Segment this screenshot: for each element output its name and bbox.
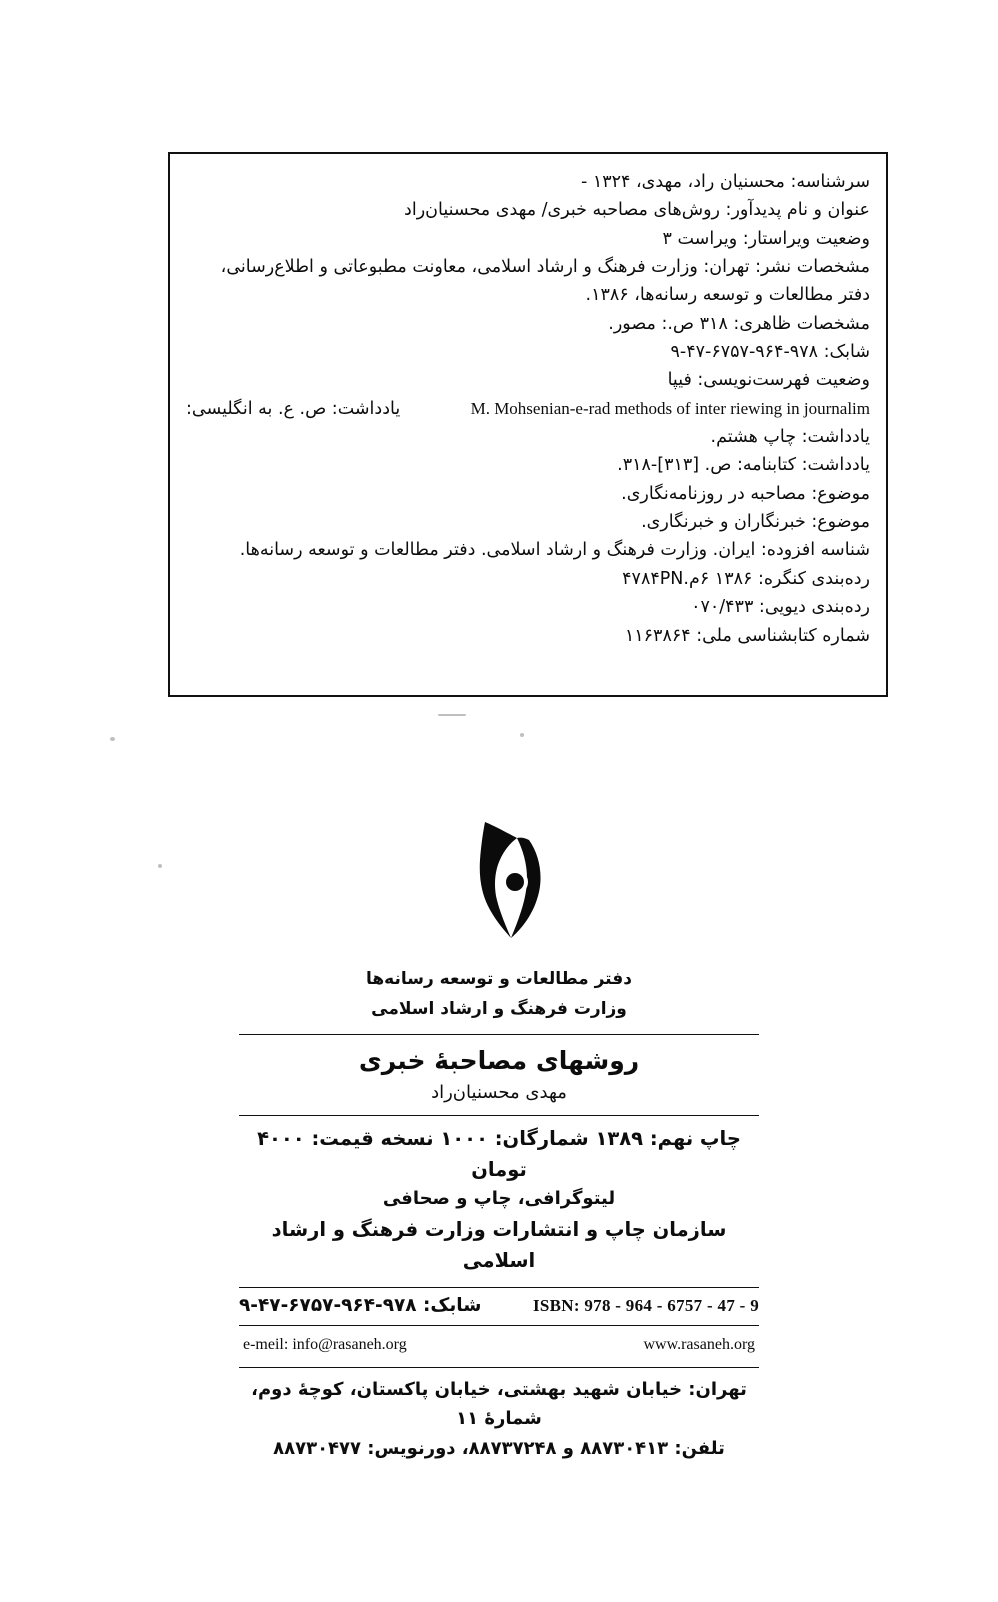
cip-line-english-note-row xyxy=(186,395,870,423)
email-text[interactable]: e-meil: info@rasaneh.org xyxy=(243,1335,407,1353)
website-url[interactable]: www.rasaneh.org xyxy=(643,1335,755,1353)
scan-speckle xyxy=(520,733,524,737)
cip-line-added-entry: شناسه افزوده: ایران. وزارت فرهنگ و ارشاد اسلامی. دفتر مطالعات و توسعه رسانه‌ها. xyxy=(239,540,870,561)
cip-line-physical-description: مشخصات ظاهری: ۳۱۸ ص.: مصور. xyxy=(608,313,870,334)
isbn-latin: ISBN: 978 - 964 - 6757 - 47 - 9 xyxy=(532,1295,759,1315)
cip-line-publication: مشخصات نشر: تهران: وزارت فرهنگ و ارشاد اسلامی، معاونت مطبوعاتی و اطلاع‌رسانی، دفتر مطالعات و توسعه رسانه‌ها، ۱۳۸۶. xyxy=(215,257,870,306)
book-title: روشهای مصاحبۀ خبری xyxy=(358,1045,640,1075)
cip-line-lc-classification: رده‌بندی کنگره: ۱۳۸۶ ۶م.۴۷۸۴PN xyxy=(622,568,870,589)
cip-line-print-note: یادداشت: چاپ هشتم. xyxy=(710,427,870,448)
cip-cataloging-block xyxy=(168,152,888,697)
cip-english-title: M. Mohsenian-e-rad methods of inter riewing in journalim xyxy=(470,398,870,418)
cip-line-isbn: شابک: ۹۷۸-۹۶۴-۶۷۵۷-۴۷-۹ xyxy=(670,342,870,363)
printing-organization: سازمان چاپ و انتشارات وزارت فرهنگ و ارشاد اسلامی xyxy=(271,1218,727,1273)
rasaneh-logo-icon xyxy=(439,820,559,950)
cip-line-headword: سرشناسه: محسنیان راد، مهدی، ۱۳۲۴ - xyxy=(580,172,870,192)
divider-isbn-top xyxy=(239,1287,759,1288)
print-process: لیتوگرافی، چاپ و صحافی xyxy=(382,1188,616,1210)
cip-line-subject-2: موضوع: خبرنگاران و خبرنگاری. xyxy=(641,512,870,533)
scan-speckle xyxy=(158,864,162,868)
cip-line-title-statement: عنوان و نام پدیدآور: روش‌های مصاحبه خبری/ مهدی محسنیان‌راد xyxy=(404,200,870,221)
cip-line-subject-1: موضوع: مصاحبه در روزنامه‌نگاری. xyxy=(621,483,870,504)
divider-address-top xyxy=(239,1367,759,1368)
divider-isbn-bottom xyxy=(239,1325,759,1326)
publisher-ministry-name: وزارت فرهنگ و ارشاد اسلامی xyxy=(371,998,627,1019)
scan-speckle xyxy=(438,714,466,716)
imprint-block xyxy=(239,965,759,1464)
phone-fax: تلفن: ۸۸۷۳۰۴۱۳ و ۸۸۷۳۷۲۴۸، دورنویس: ۸۸۷۳۰۴۷۷ xyxy=(273,1437,725,1459)
publisher-office-name: دفتر مطالعات و توسعه رسانه‌ها xyxy=(366,969,632,989)
isbn-row xyxy=(239,1295,759,1316)
cip-line-dewey-classification: رده‌بندی دیویی: ۰۷۰/۴۳۳ xyxy=(691,597,870,618)
cip-line-cataloging-status: وضعیت فهرست‌نویسی: فیپا xyxy=(667,370,870,391)
divider-middle xyxy=(239,1115,759,1116)
cip-line-edition: وضعیت ویراستار: ویراست ۳ xyxy=(662,228,870,249)
scan-speckle xyxy=(110,737,115,741)
print-run-info: چاپ نهم: ۱۳۸۹ شمارگان: ۱۰۰۰ نسخه قیمت: ۴۰۰۰ تومان xyxy=(257,1127,741,1182)
cip-line-bibliography-note: یادداشت: کتابنامه: ص. [۳۱۳]-۳۱۸. xyxy=(617,455,870,476)
divider-top xyxy=(239,1034,759,1035)
publisher-logo-wrap xyxy=(0,820,998,954)
cip-line-english-note-label: یادداشت: ص. ع. به انگلیسی: xyxy=(186,398,401,419)
isbn-persian: شابک: ۹۷۸-۹۶۴-۶۷۵۷-۴۷-۹ xyxy=(239,1294,482,1316)
cip-line-national-bib-number: شماره کتابشناسی ملی: ۱۱۶۳۸۶۴ xyxy=(624,625,870,646)
book-author: مهدی محسنیان‌راد xyxy=(431,1082,567,1103)
postal-address: تهران: خیابان شهید بهشتی، خیابان پاکستان، کوچۀ دوم، شمارۀ ۱۱ xyxy=(251,1378,747,1430)
web-contact-row xyxy=(239,1333,759,1358)
